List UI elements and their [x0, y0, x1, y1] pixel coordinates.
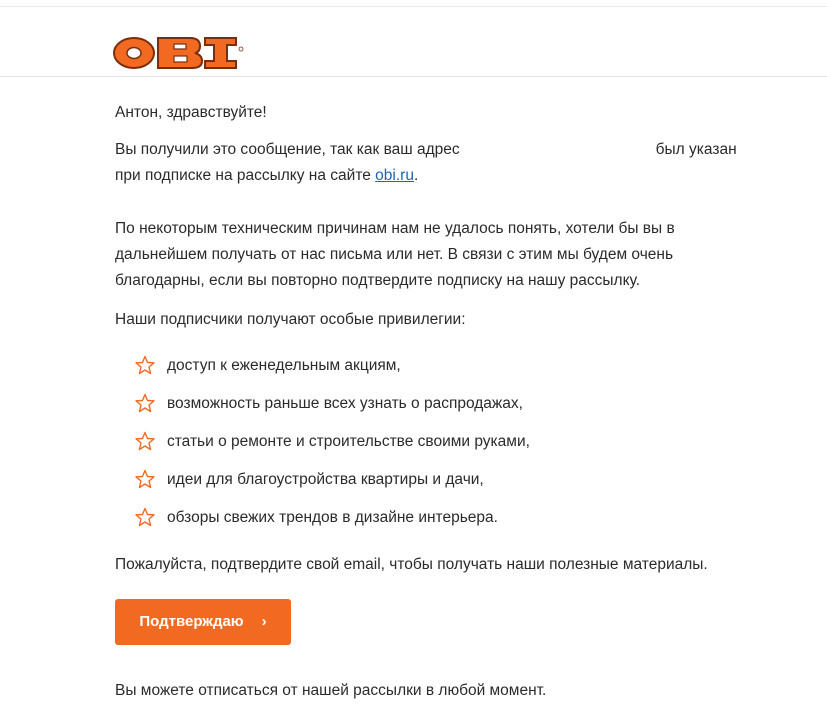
- email-header: [0, 7, 827, 77]
- list-item-text: идеи для благоустройства квартиры и дачи,: [167, 471, 484, 488]
- intro-text-3: при подписке на рассылку на сайте: [115, 167, 376, 184]
- intro-text-end: .: [413, 167, 419, 184]
- unsubscribe-note: Вы можете отписаться от нашей рассылки в любой момент.: [115, 682, 547, 699]
- intro-text-1: Вы получили это сообщение, так как ваш адрес: [115, 141, 460, 158]
- star-icon: [135, 393, 155, 413]
- confirm-prompt: Пожалуйста, подтвердите свой email, чтобы получать наши полезные материалы.: [115, 556, 708, 573]
- greeting: Антон, здравствуйте!: [115, 104, 267, 121]
- list-item: [135, 505, 530, 543]
- list-item: [135, 429, 530, 467]
- list-item-text: доступ к еженедельным акциям,: [167, 357, 401, 374]
- star-icon: [135, 469, 155, 489]
- list-item: [135, 391, 530, 429]
- list-item-text: обзоры свежих трендов в дизайне интерьера.: [167, 509, 498, 526]
- list-item: [135, 467, 530, 505]
- obi-logo[interactable]: [112, 33, 246, 75]
- star-icon: [135, 355, 155, 375]
- star-icon: [135, 507, 155, 527]
- list-item-text: статьи о ремонте и строительстве своими руками,: [167, 433, 530, 450]
- site-link[interactable]: obi.ru: [375, 167, 414, 184]
- intro-text-2: был указан: [655, 141, 737, 158]
- privileges-list: [135, 353, 530, 543]
- star-icon: [135, 431, 155, 451]
- confirm-button[interactable]: [115, 599, 291, 645]
- list-item-text: возможность раньше всех узнать о распродажах,: [167, 395, 523, 412]
- confirm-button-label: Подтверждаю: [139, 613, 244, 630]
- reason-paragraph: По некоторым техническим причинам нам не удалось понять, хотели бы вы в дальнейшем получать от нас письма или нет. В связи с этим мы будем очень благодарны, если вы повторно подтвердите подписку на нашу рассылку.: [115, 220, 675, 289]
- intro-paragraph: [115, 137, 785, 189]
- privileges-title: Наши подписчики получают особые привилегии:: [115, 311, 466, 328]
- list-item: [135, 353, 530, 391]
- chevron-right-icon: ›: [261, 613, 267, 630]
